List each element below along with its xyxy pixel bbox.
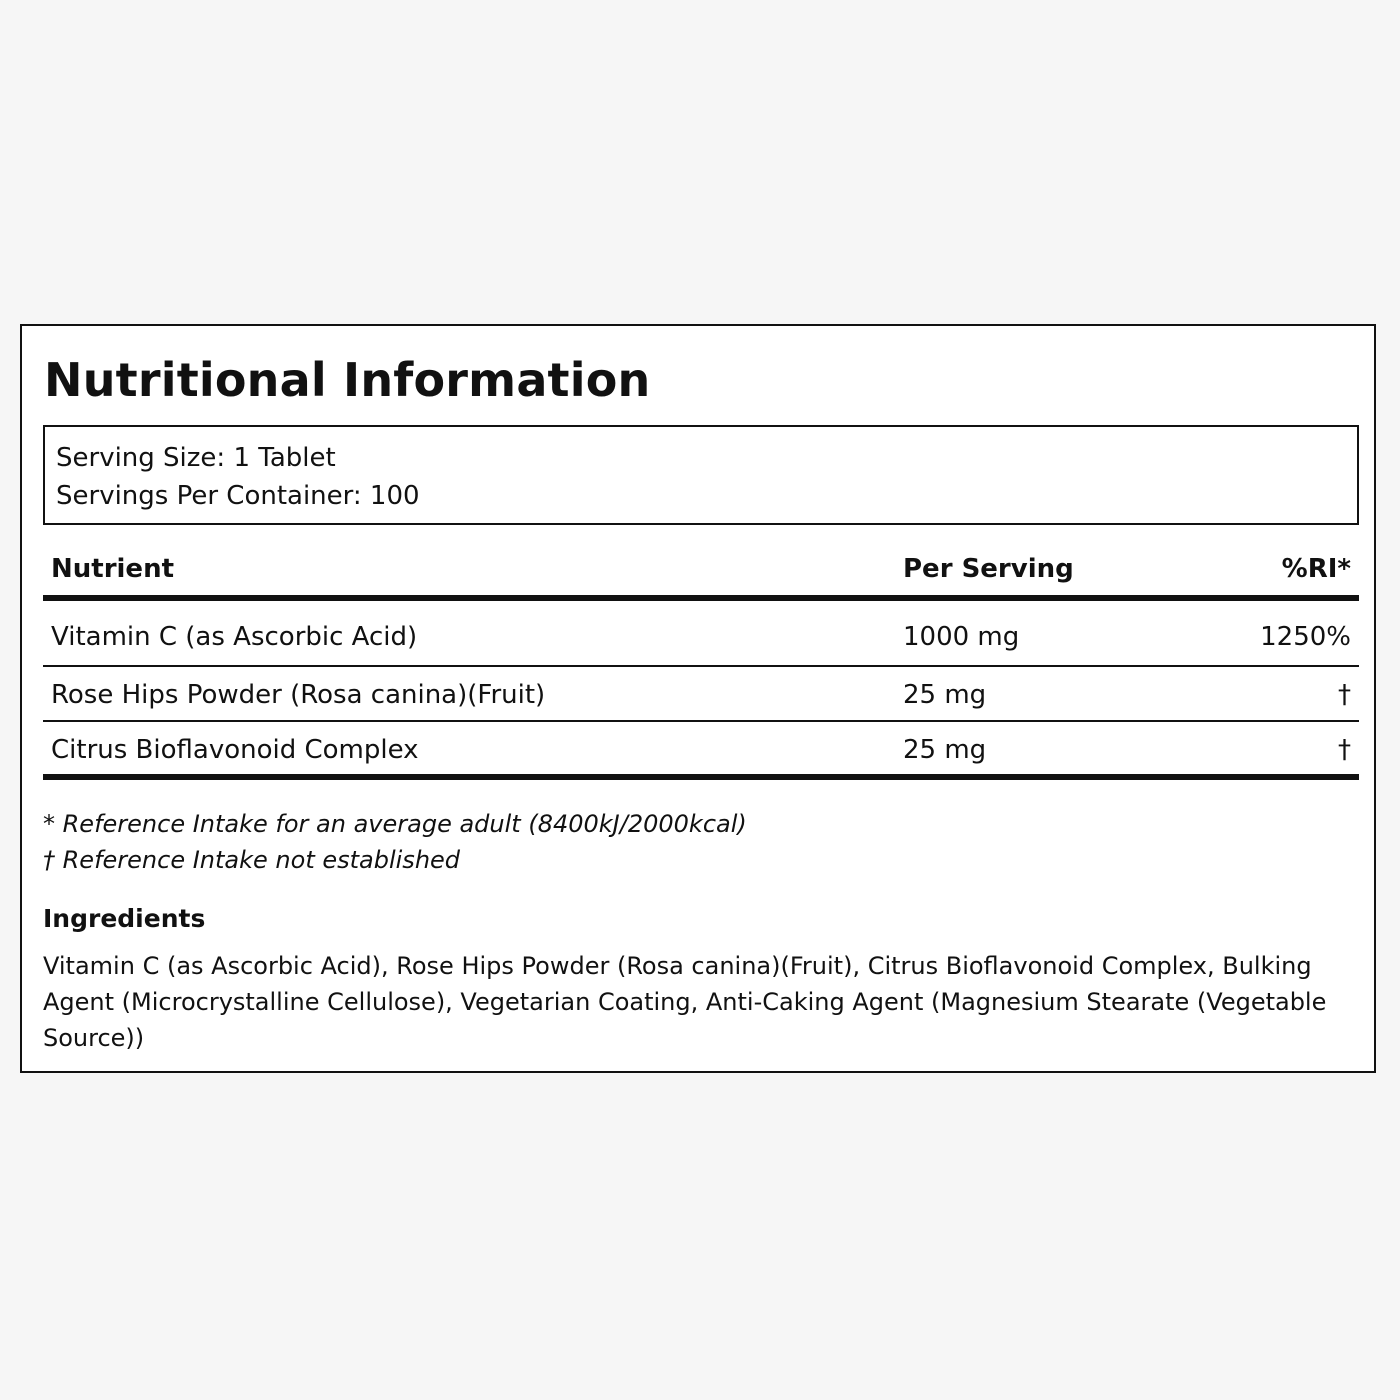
- header-ri: %RI*: [1281, 554, 1351, 584]
- footnote-ri: * Reference Intake for an average adult (8400kJ/2000kcal): [43, 810, 747, 838]
- nutrient-ri: 1250%: [1260, 622, 1351, 652]
- serving-info-box: [43, 425, 1359, 525]
- nutrient-table: [43, 548, 1359, 780]
- ingredients-text: Vitamin C (as Ascorbic Acid), Rose Hips Powder (Rosa canina)(Fruit), Citrus Bioflavonoid Complex, Bulking Agent (Microcrystalline Cellulose), Vegetarian Coating, Anti-Caking Agent (Magnesium Stearate (Vegetable Source)): [43, 952, 1327, 1052]
- page-title: Nutritional Information: [44, 353, 651, 407]
- footnote-not-established: † Reference Intake not established: [43, 846, 461, 874]
- nutrient-amount: 25 mg: [903, 735, 987, 765]
- header-per-serving: Per Serving: [903, 554, 1074, 584]
- table-row: [43, 667, 1359, 722]
- table-header-row: [43, 548, 1359, 601]
- nutrient-ri: †: [1338, 735, 1351, 765]
- nutrient-amount: 1000 mg: [903, 622, 1020, 652]
- table-row: [43, 601, 1359, 667]
- footnotes: [43, 806, 747, 878]
- ingredients-heading: Ingredients: [43, 904, 206, 933]
- nutrient-ri: †: [1338, 680, 1351, 710]
- nutrient-amount: 25 mg: [903, 680, 987, 710]
- nutrient-name: Rose Hips Powder (Rosa canina)(Fruit): [51, 680, 546, 710]
- servings-per-container: Servings Per Container: 100: [56, 481, 420, 511]
- serving-size: Serving Size: 1 Tablet: [56, 443, 336, 473]
- table-row: [43, 722, 1359, 780]
- nutrient-name: Vitamin C (as Ascorbic Acid): [51, 622, 418, 652]
- header-nutrient: Nutrient: [51, 554, 175, 584]
- nutrition-panel: [20, 324, 1376, 1073]
- nutrient-name: Citrus Bioflavonoid Complex: [51, 735, 419, 765]
